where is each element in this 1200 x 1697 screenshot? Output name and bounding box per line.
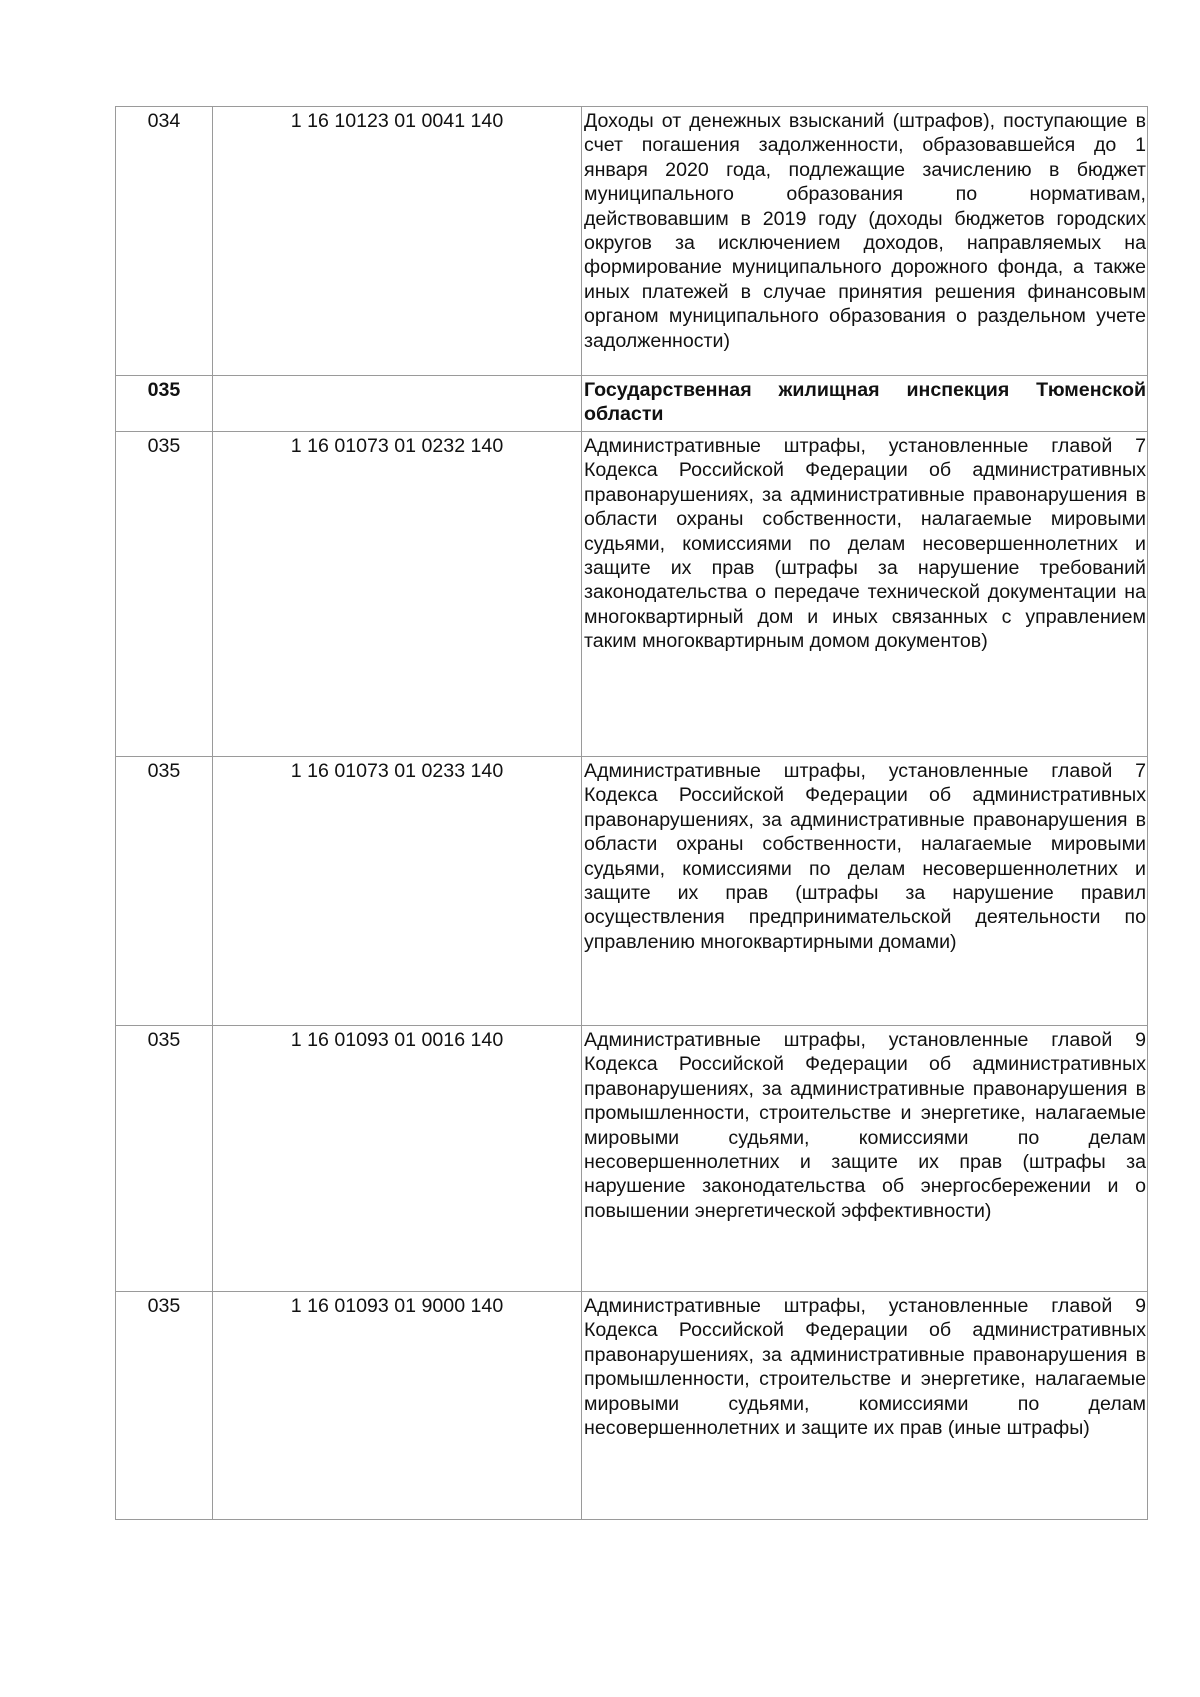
table-row — [116, 1292, 1148, 1520]
table-row — [116, 432, 1148, 757]
income-name-cell: Административные штрафы, установленные главой 9 Кодекса Российской Федерации об административных правонарушениях, за административные правонарушения в промышленности, строительстве и энергетике, налагаемые мировыми судьями, комиссиями по делам несовершеннолетних и защите их прав (иные штрафы) — [582, 1292, 1148, 1520]
admin-code-cell: 034 — [116, 107, 213, 376]
kbk-code-cell — [213, 376, 582, 432]
table-row-section-header — [116, 376, 1148, 432]
kbk-code-cell: 1 16 01093 01 0016 140 — [213, 1026, 582, 1292]
admin-code-cell: 035 — [116, 432, 213, 757]
admin-code-cell: 035 — [116, 376, 213, 432]
admin-code-cell: 035 — [116, 1292, 213, 1520]
admin-code-cell: 035 — [116, 757, 213, 1026]
income-name-cell: Доходы от денежных взысканий (штрафов), поступающие в счет погашения задолженности, образовавшейся до 1 января 2020 года, подлежащие зачислению в бюджет муниципального образования по нормативам, действовавшим в 2019 году (доходы бюджетов городских округов за исключением доходов, направляемых на формирование муниципального дорожного фонда, а также иных платежей в случае принятия решения финансовым органом муниципального образования о раздельном учете задолженности) — [582, 107, 1148, 376]
table-row — [116, 107, 1148, 376]
admin-code-cell: 035 — [116, 1026, 213, 1292]
income-name-cell: Административные штрафы, установленные главой 9 Кодекса Российской Федерации об административных правонарушениях, за административные правонарушения в промышленности, строительстве и энергетике, налагаемые мировыми судьями, комиссиями по делам несовершеннолетних и защите их прав (штрафы за нарушение законодательства об энергосбережении и о повышении энергетической эффективности) — [582, 1026, 1148, 1292]
table-row — [116, 1026, 1148, 1292]
administrator-name-cell: Государственная жилищная инспекция Тюменской области — [582, 376, 1148, 432]
income-name-cell: Административные штрафы, установленные главой 7 Кодекса Российской Федерации об административных правонарушениях, за административные правонарушения в области охраны собственности, налагаемые мировыми судьями, комиссиями по делам несовершеннолетних и защите их прав (штрафы за нарушение требований законодательства о передаче технической документации на многоквартирный дом и иных связанных с управлением таким многоквартирным домом документов) — [582, 432, 1148, 757]
budget-codes-table — [115, 106, 1148, 1520]
kbk-code-cell: 1 16 01073 01 0233 140 — [213, 757, 582, 1026]
income-name-cell: Административные штрафы, установленные главой 7 Кодекса Российской Федерации об административных правонарушениях, за административные правонарушения в области охраны собственности, налагаемые мировыми судьями, комиссиями по делам несовершеннолетних и защите их прав (штрафы за нарушение правил осуществления предпринимательской деятельности по управлению многоквартирными домами) — [582, 757, 1148, 1026]
kbk-code-cell: 1 16 10123 01 0041 140 — [213, 107, 582, 376]
kbk-code-cell: 1 16 01093 01 9000 140 — [213, 1292, 582, 1520]
kbk-code-cell: 1 16 01073 01 0232 140 — [213, 432, 582, 757]
table-row — [116, 757, 1148, 1026]
